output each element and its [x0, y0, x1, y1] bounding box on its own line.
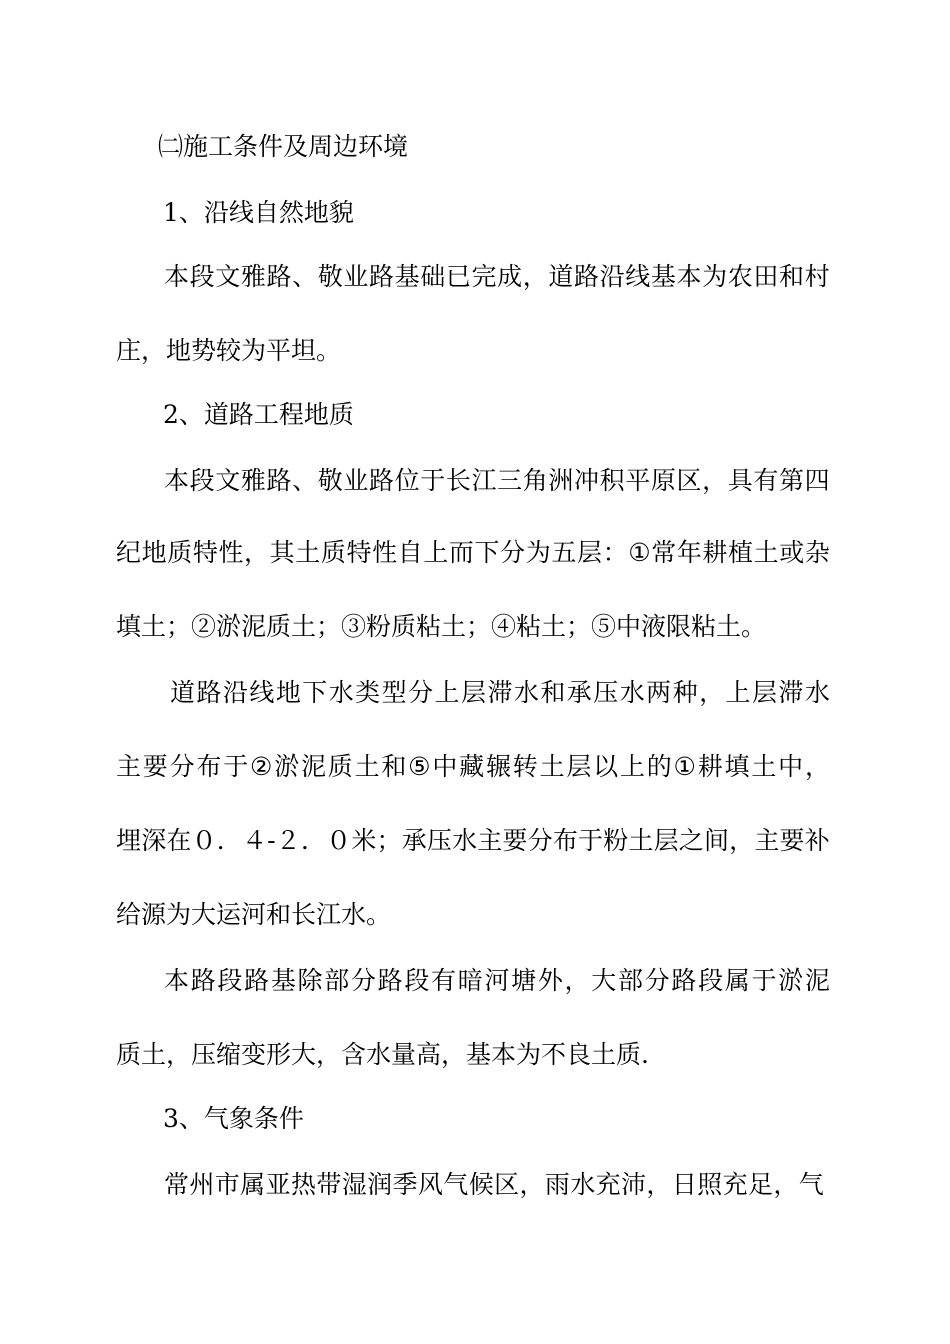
- subsection-heading-2: 2、道路工程地质: [163, 400, 354, 429]
- glyph: 布: [552, 826, 578, 855]
- glyph: 路: [671, 966, 697, 995]
- glyph: 特: [192, 538, 218, 567]
- glyph: 纪: [116, 538, 142, 567]
- glyph: 积: [599, 466, 625, 495]
- glyph: 土: [751, 752, 777, 781]
- glyph: 亚: [265, 1170, 291, 1199]
- glyph: 村: [804, 262, 830, 291]
- glyph: 、: [292, 262, 318, 291]
- glyph: 雅: [240, 262, 266, 291]
- glyph: 热: [290, 1170, 316, 1199]
- glyph: 路: [369, 262, 395, 291]
- glyph: 藏: [459, 752, 485, 781]
- glyph: 下: [302, 678, 328, 707]
- glyph: 之: [678, 826, 704, 855]
- glyph: 深: [141, 826, 167, 855]
- glyph: 埋: [116, 826, 142, 855]
- glyph: 土: [539, 752, 565, 781]
- glyph: 沿: [599, 262, 625, 291]
- glyph: ０: [191, 826, 217, 855]
- glyph: 段: [217, 966, 243, 995]
- glyph: 常: [164, 1170, 190, 1199]
- glyph: 主: [116, 752, 142, 781]
- glyph: ，: [729, 826, 755, 855]
- glyph: 文: [215, 262, 241, 291]
- glyph: 承: [401, 826, 427, 855]
- glyph: ，: [519, 1170, 545, 1199]
- glyph: 和: [381, 752, 407, 781]
- glyph: 或: [779, 538, 805, 567]
- glyph: 间: [703, 826, 729, 855]
- glyph: 路: [266, 466, 292, 495]
- glyph: 成: [497, 262, 523, 291]
- glyph: 滞: [487, 678, 513, 707]
- subsection-heading-3: 3、气象条件: [163, 1104, 304, 1133]
- glyph: 性: [218, 538, 244, 567]
- paragraph-line: [164, 966, 830, 996]
- paragraph-line: 质土，压缩变形大，含水量高，基本为不良土质.: [116, 1040, 649, 1069]
- glyph: 基: [650, 262, 676, 291]
- glyph: 原: [650, 466, 676, 495]
- glyph: 泥: [300, 752, 326, 781]
- glyph: 大: [591, 966, 617, 995]
- glyph: 田: [753, 262, 779, 291]
- glyph: 中: [778, 752, 804, 781]
- glyph: -: [267, 826, 276, 855]
- glyph: 而: [448, 538, 474, 567]
- glyph: 分: [408, 678, 434, 707]
- glyph: 分: [500, 538, 526, 567]
- glyph: 照: [697, 1170, 723, 1199]
- glyph: 植: [728, 538, 754, 567]
- glyph: 米: [351, 826, 377, 855]
- glyph: 路: [196, 678, 222, 707]
- glyph: 土: [295, 538, 321, 567]
- glyph: 部: [617, 966, 643, 995]
- glyph: 特: [346, 538, 372, 567]
- glyph: 长: [445, 466, 471, 495]
- glyph: 市: [214, 1170, 240, 1199]
- paragraph-line: 庄，地势较为平坦。: [116, 336, 342, 365]
- glyph: 层: [576, 538, 602, 567]
- glyph: 农: [727, 262, 753, 291]
- glyph: 两: [646, 678, 672, 707]
- glyph: 带: [316, 1170, 342, 1199]
- glyph: 杂: [804, 538, 830, 567]
- glyph: 洲: [548, 466, 574, 495]
- glyph: 耕: [702, 538, 728, 567]
- glyph: 有: [753, 466, 779, 495]
- glyph: 道: [170, 678, 196, 707]
- glyph: 第: [779, 466, 805, 495]
- glyph: 常: [651, 538, 677, 567]
- glyph: 五: [551, 538, 577, 567]
- glyph: ，: [699, 678, 725, 707]
- glyph: 地: [275, 678, 301, 707]
- paragraph-line: [170, 678, 830, 708]
- glyph: 其: [269, 538, 295, 567]
- glyph: 层: [566, 752, 592, 781]
- glyph: 已: [445, 262, 471, 291]
- glyph: 角: [522, 466, 548, 495]
- glyph: 位: [394, 466, 420, 495]
- glyph: 线: [249, 678, 275, 707]
- glyph: 业: [343, 262, 369, 291]
- glyph: 路: [369, 466, 395, 495]
- paragraph-line: 给源为大运河和长江水。: [116, 900, 392, 929]
- paragraph-line: [164, 262, 830, 292]
- glyph: 淤: [274, 752, 300, 781]
- glyph: 充: [595, 1170, 621, 1199]
- glyph: 本: [164, 262, 190, 291]
- glyph: 填: [724, 752, 750, 781]
- glyph: 粉: [603, 826, 629, 855]
- glyph: 地: [141, 538, 167, 567]
- glyph: 布: [196, 752, 222, 781]
- glyph: 分: [527, 826, 553, 855]
- glyph: ②: [249, 752, 273, 781]
- glyph: 质: [167, 538, 193, 567]
- glyph: 主: [754, 826, 780, 855]
- glyph: 分: [350, 966, 376, 995]
- glyph: 水: [804, 678, 830, 707]
- glyph: 压: [426, 826, 452, 855]
- glyph: 道: [548, 262, 574, 291]
- glyph: 属: [724, 966, 750, 995]
- glyph: 气: [443, 1170, 469, 1199]
- glyph: 区: [494, 1170, 520, 1199]
- glyph: 分: [644, 966, 670, 995]
- glyph: 充: [722, 1170, 748, 1199]
- paragraph-line: [116, 538, 830, 568]
- glyph: 主: [477, 826, 503, 855]
- glyph: 业: [343, 466, 369, 495]
- section-title: ㈡施工条件及周边环境: [158, 132, 409, 161]
- glyph: 候: [468, 1170, 494, 1199]
- glyph: 湿: [341, 1170, 367, 1199]
- glyph: 水: [619, 678, 645, 707]
- glyph: ，: [646, 1170, 672, 1199]
- paragraph-line: [164, 1170, 824, 1200]
- glyph: 上: [423, 538, 449, 567]
- glyph: 滞: [778, 678, 804, 707]
- glyph: 沛: [621, 1170, 647, 1199]
- glyph: 水: [570, 1170, 596, 1199]
- glyph: 质: [320, 538, 346, 567]
- glyph: 除: [297, 966, 323, 995]
- glyph: 气: [798, 1170, 824, 1199]
- glyph: 属: [240, 1170, 266, 1199]
- glyph: 层: [653, 826, 679, 855]
- glyph: 型: [381, 678, 407, 707]
- glyph: 的: [646, 752, 672, 781]
- glyph: 下: [474, 538, 500, 567]
- glyph: 年: [676, 538, 702, 567]
- glyph: 上: [619, 752, 645, 781]
- glyph: 冲: [574, 466, 600, 495]
- glyph: 河: [484, 966, 510, 995]
- glyph: 上: [434, 678, 460, 707]
- glyph: ⑤: [408, 752, 431, 781]
- glyph: 要: [502, 826, 528, 855]
- glyph: 基: [270, 966, 296, 995]
- glyph: 土: [628, 826, 654, 855]
- glyph: 承: [566, 678, 592, 707]
- glyph: 外: [537, 966, 563, 995]
- glyph: 平: [625, 466, 651, 495]
- glyph: ，: [804, 752, 830, 781]
- glyph: 文: [215, 466, 241, 495]
- glyph: 本: [164, 466, 190, 495]
- glyph: 雅: [240, 466, 266, 495]
- glyph: ①: [628, 538, 651, 567]
- glyph: 和: [540, 678, 566, 707]
- paragraph-line: 填土；②淤泥质土；③粉质粘土；④粘土；⑤中液限粘土。: [116, 612, 767, 641]
- glyph: 路: [244, 966, 270, 995]
- glyph: 有: [431, 966, 457, 995]
- glyph: ０: [326, 826, 352, 855]
- glyph: 足: [747, 1170, 773, 1199]
- glyph: 敬: [317, 466, 343, 495]
- glyph: 层: [460, 678, 486, 707]
- glyph: 线: [625, 262, 651, 291]
- glyph: 州: [189, 1170, 215, 1199]
- glyph: 以: [593, 752, 619, 781]
- glyph: 部: [324, 966, 350, 995]
- glyph: ①: [673, 752, 696, 781]
- glyph: 段: [189, 262, 215, 291]
- glyph: 质: [327, 752, 353, 781]
- glyph: ；: [376, 826, 402, 855]
- glyph: 于: [420, 466, 446, 495]
- glyph: 路: [377, 966, 403, 995]
- glyph: 完: [471, 262, 497, 291]
- glyph: 自: [397, 538, 423, 567]
- glyph: 四: [804, 466, 830, 495]
- glyph: 塘: [511, 966, 537, 995]
- glyph: 础: [420, 262, 446, 291]
- glyph: 上: [725, 678, 751, 707]
- glyph: 为: [525, 538, 551, 567]
- glyph: 要: [779, 826, 805, 855]
- glyph: ：: [602, 538, 628, 567]
- glyph: 性: [372, 538, 398, 567]
- glyph: 水: [452, 826, 478, 855]
- glyph: ，: [522, 262, 548, 291]
- glyph: 土: [354, 752, 380, 781]
- glyph: ．: [300, 826, 326, 855]
- glyph: 压: [593, 678, 619, 707]
- glyph: 分: [169, 752, 195, 781]
- glyph: 段: [404, 966, 430, 995]
- glyph: 于: [223, 752, 249, 781]
- glyph: 于: [751, 966, 777, 995]
- glyph: ，: [773, 1170, 799, 1199]
- glyph: 基: [394, 262, 420, 291]
- glyph: 路: [574, 262, 600, 291]
- glyph: 补: [804, 826, 830, 855]
- glyph: ．: [216, 826, 242, 855]
- glyph: 日: [671, 1170, 697, 1199]
- glyph: 水: [328, 678, 354, 707]
- glyph: 辗: [485, 752, 511, 781]
- glyph: ，: [564, 966, 590, 995]
- glyph: 本: [676, 262, 702, 291]
- paragraph-line: [116, 752, 830, 782]
- glyph: ４: [241, 826, 267, 855]
- glyph: 为: [702, 262, 728, 291]
- glyph: 种: [672, 678, 698, 707]
- subsection-heading-1: 1、沿线自然地貌: [163, 198, 354, 227]
- glyph: 土: [753, 538, 779, 567]
- glyph: 转: [512, 752, 538, 781]
- glyph: 要: [142, 752, 168, 781]
- glyph: 季: [392, 1170, 418, 1199]
- glyph: 风: [417, 1170, 443, 1199]
- glyph: 敬: [317, 262, 343, 291]
- glyph: 在: [166, 826, 192, 855]
- glyph: 段: [189, 466, 215, 495]
- glyph: 雨: [544, 1170, 570, 1199]
- glyph: ，: [702, 466, 728, 495]
- glyph: 水: [513, 678, 539, 707]
- glyph: 和: [779, 262, 805, 291]
- glyph: 具: [727, 466, 753, 495]
- glyph: 淤: [778, 966, 804, 995]
- glyph: 路: [266, 262, 292, 291]
- paragraph-line: [164, 466, 830, 496]
- glyph: ２: [275, 826, 301, 855]
- glyph: 于: [578, 826, 604, 855]
- glyph: 段: [698, 966, 724, 995]
- glyph: 沿: [222, 678, 248, 707]
- paragraph-line: [116, 826, 830, 856]
- glyph: 暗: [457, 966, 483, 995]
- glyph: 耕: [697, 752, 723, 781]
- glyph: 江: [471, 466, 497, 495]
- glyph: 区: [676, 466, 702, 495]
- glyph: 路: [190, 966, 216, 995]
- glyph: 中: [432, 752, 458, 781]
- glyph: 润: [367, 1170, 393, 1199]
- glyph: 泥: [804, 966, 830, 995]
- glyph: ，: [244, 538, 270, 567]
- glyph: 类: [355, 678, 381, 707]
- glyph: 本: [164, 966, 190, 995]
- glyph: 层: [751, 678, 777, 707]
- glyph: 、: [292, 466, 318, 495]
- glyph: 三: [497, 466, 523, 495]
